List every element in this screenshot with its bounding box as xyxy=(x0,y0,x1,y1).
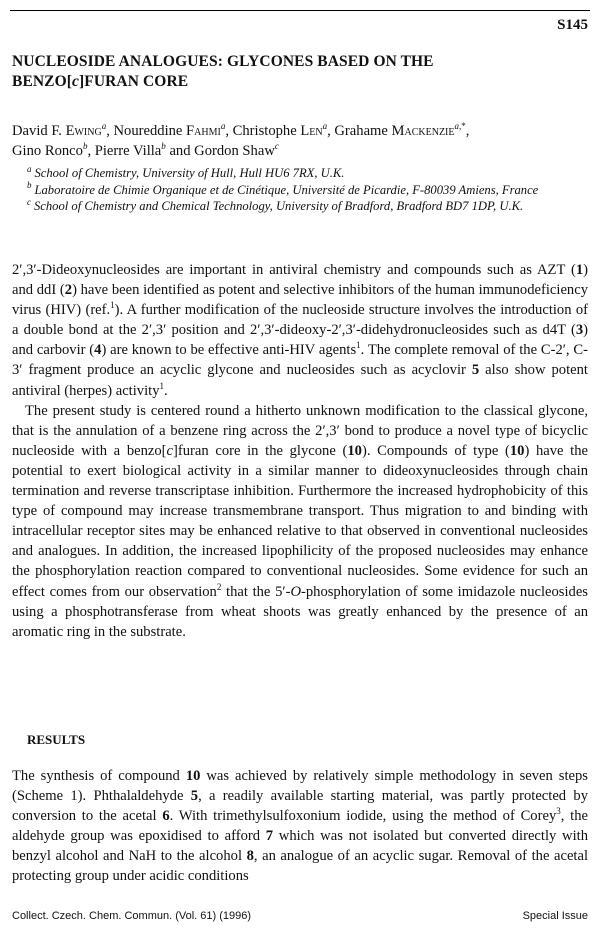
author-surname: Villa xyxy=(132,143,162,159)
author-sup: a xyxy=(322,121,328,132)
author-surname: Ronco xyxy=(44,143,83,159)
author-surname: Len xyxy=(300,123,323,139)
author-first-name: Noureddine xyxy=(113,123,187,139)
affiliation-sup: b xyxy=(27,180,32,191)
affiliation-sup: a xyxy=(27,163,32,174)
issue-label: Special Issue xyxy=(522,910,588,922)
author-sup: a, xyxy=(454,121,462,132)
affiliation-text: School of Chemistry and Chemical Technology, University of Bradford, Bradford BD7 1DP, U.K. xyxy=(34,199,524,213)
affiliation xyxy=(27,165,587,182)
affiliations xyxy=(27,165,587,215)
author-sup: c xyxy=(274,141,279,152)
introduction xyxy=(12,260,588,642)
page-number: S145 xyxy=(557,17,588,33)
author-first-name: Gino xyxy=(12,143,45,159)
affiliation xyxy=(27,198,587,215)
affiliation-sup: c xyxy=(27,196,31,207)
header-rule xyxy=(10,10,590,11)
affiliation-text: Laboratoire de Chimie Organique et de Cinétique, Université de Picardie, F-80039 Amiens, France xyxy=(34,182,539,197)
author-sup: b xyxy=(161,141,166,152)
title-line-2-start: BENZO[ xyxy=(12,73,73,90)
journal-citation: Collect. Czech. Chem. Commun. (Vol. 61) (1996) xyxy=(12,910,252,922)
author-first-name: Gordon xyxy=(194,143,243,159)
author-first-name: Christophe xyxy=(232,123,301,139)
affiliation-text: School of Chemistry, University of Hull, Hull HU6 7RX, U.K. xyxy=(34,166,345,180)
title-line-2-end: ]FURAN CORE xyxy=(79,73,189,90)
author-list: David F. Ewing$^a$, Noureddine Fahmi$^a$, Christophe Len$^a$, Grahame Mackenzie$^{a,*}$, Gino Ronco$^b$, Pierre Villa$^b$ and Gordon Shaw$^c$ xyxy=(12,121,470,159)
author-surname: Fahmi xyxy=(186,123,221,139)
paragraph-3: The synthesis of compound 10 was achieved by relatively simple methodology in seven steps (Scheme 1). Phthalaldehyde 5, a readily available starting material, was partly protected by conversion to the acetal 6. With trimethylsulfoxonium iodide, using the method of Corey$^3$, the aldehyde group was epoxidised to afford 7 which was not isolated but converted directly with benzyl alcohol and NaH to the alcohol 8, an analogue of an acyclic sugar. Removal of the acetal protecting group under acidic conditions xyxy=(12,768,589,885)
article-title xyxy=(12,52,572,92)
author-sup: b xyxy=(82,141,88,152)
author-sup: a xyxy=(220,121,226,132)
author-surname: Mackenzie xyxy=(391,123,455,139)
author-surname: Ewing xyxy=(65,123,102,139)
results-heading: RESULTS xyxy=(27,732,86,747)
author-first-name: Pierre xyxy=(94,143,133,159)
title-line-2-italic: c xyxy=(72,73,80,90)
affiliation xyxy=(27,182,587,199)
author-first-name: Grahame xyxy=(334,123,392,139)
paragraph-1: 2′,3′-Dideoxynucleosides are important in antiviral chemistry and compounds such as AZT (1) and ddI (2) have been identified as potent and selective inhibitors of the human immunodeficiency virus (HIV) (ref.$^1$). A further modification of the nucleoside structure involves the introduction of a double bond at the 2′,3′ position and 2′,3′-dideoxy-2′,3′-didehydronucleosides such as d4T (3) and carbovir (4) are known to be effective anti-HIV agents$^1$. The complete removal of the C-2′, C-3′ fragment produce an acyclic glycone and nucleosides such as acyclovir 5 also show potent antiviral (herpes) activity$^1$. xyxy=(12,262,589,399)
author-surname: Shaw xyxy=(242,143,275,159)
author-sup: a xyxy=(101,121,107,132)
results-section xyxy=(12,766,588,887)
title-line-1: NUCLEOSIDE ANALOGUES: GLYCONES BASED ON THE xyxy=(12,53,434,70)
paragraph-2: The present study is centered round a hitherto unknown modification to the classical glycone, that is the annulation of a benzene ring across the 2′,3′ bond to produce a novel type of bicyclic nucleoside with a benzo[c]furan core in the glycone (10). Compounds of type (10) have the potential to exert biological activity in a similar manner to dideoxynucleosides through chain termination and reverse transcriptase inhibition. Furthermore the increased hydrophobicity of this type of compound may increase transmembrane transport. Thus migration to and binding with intracellular receptor sites may be enhanced relative to that observed in conventional nucleosides and analogues. In addition, the increased lipophilicity of the proposed nucleosides may enhance the phosphorylation reaction compared to conventional nucleosides. Some evidence for such an effect comes from our observation$^2$ that the 5′-O-phosphorylation of some imidazole nucleosides using a phosphotransferase from wheat shoots was greatly enhanced by the presence of an aromatic ring in the substrate. xyxy=(12,402,589,640)
author-first-name: David F. xyxy=(12,123,66,139)
